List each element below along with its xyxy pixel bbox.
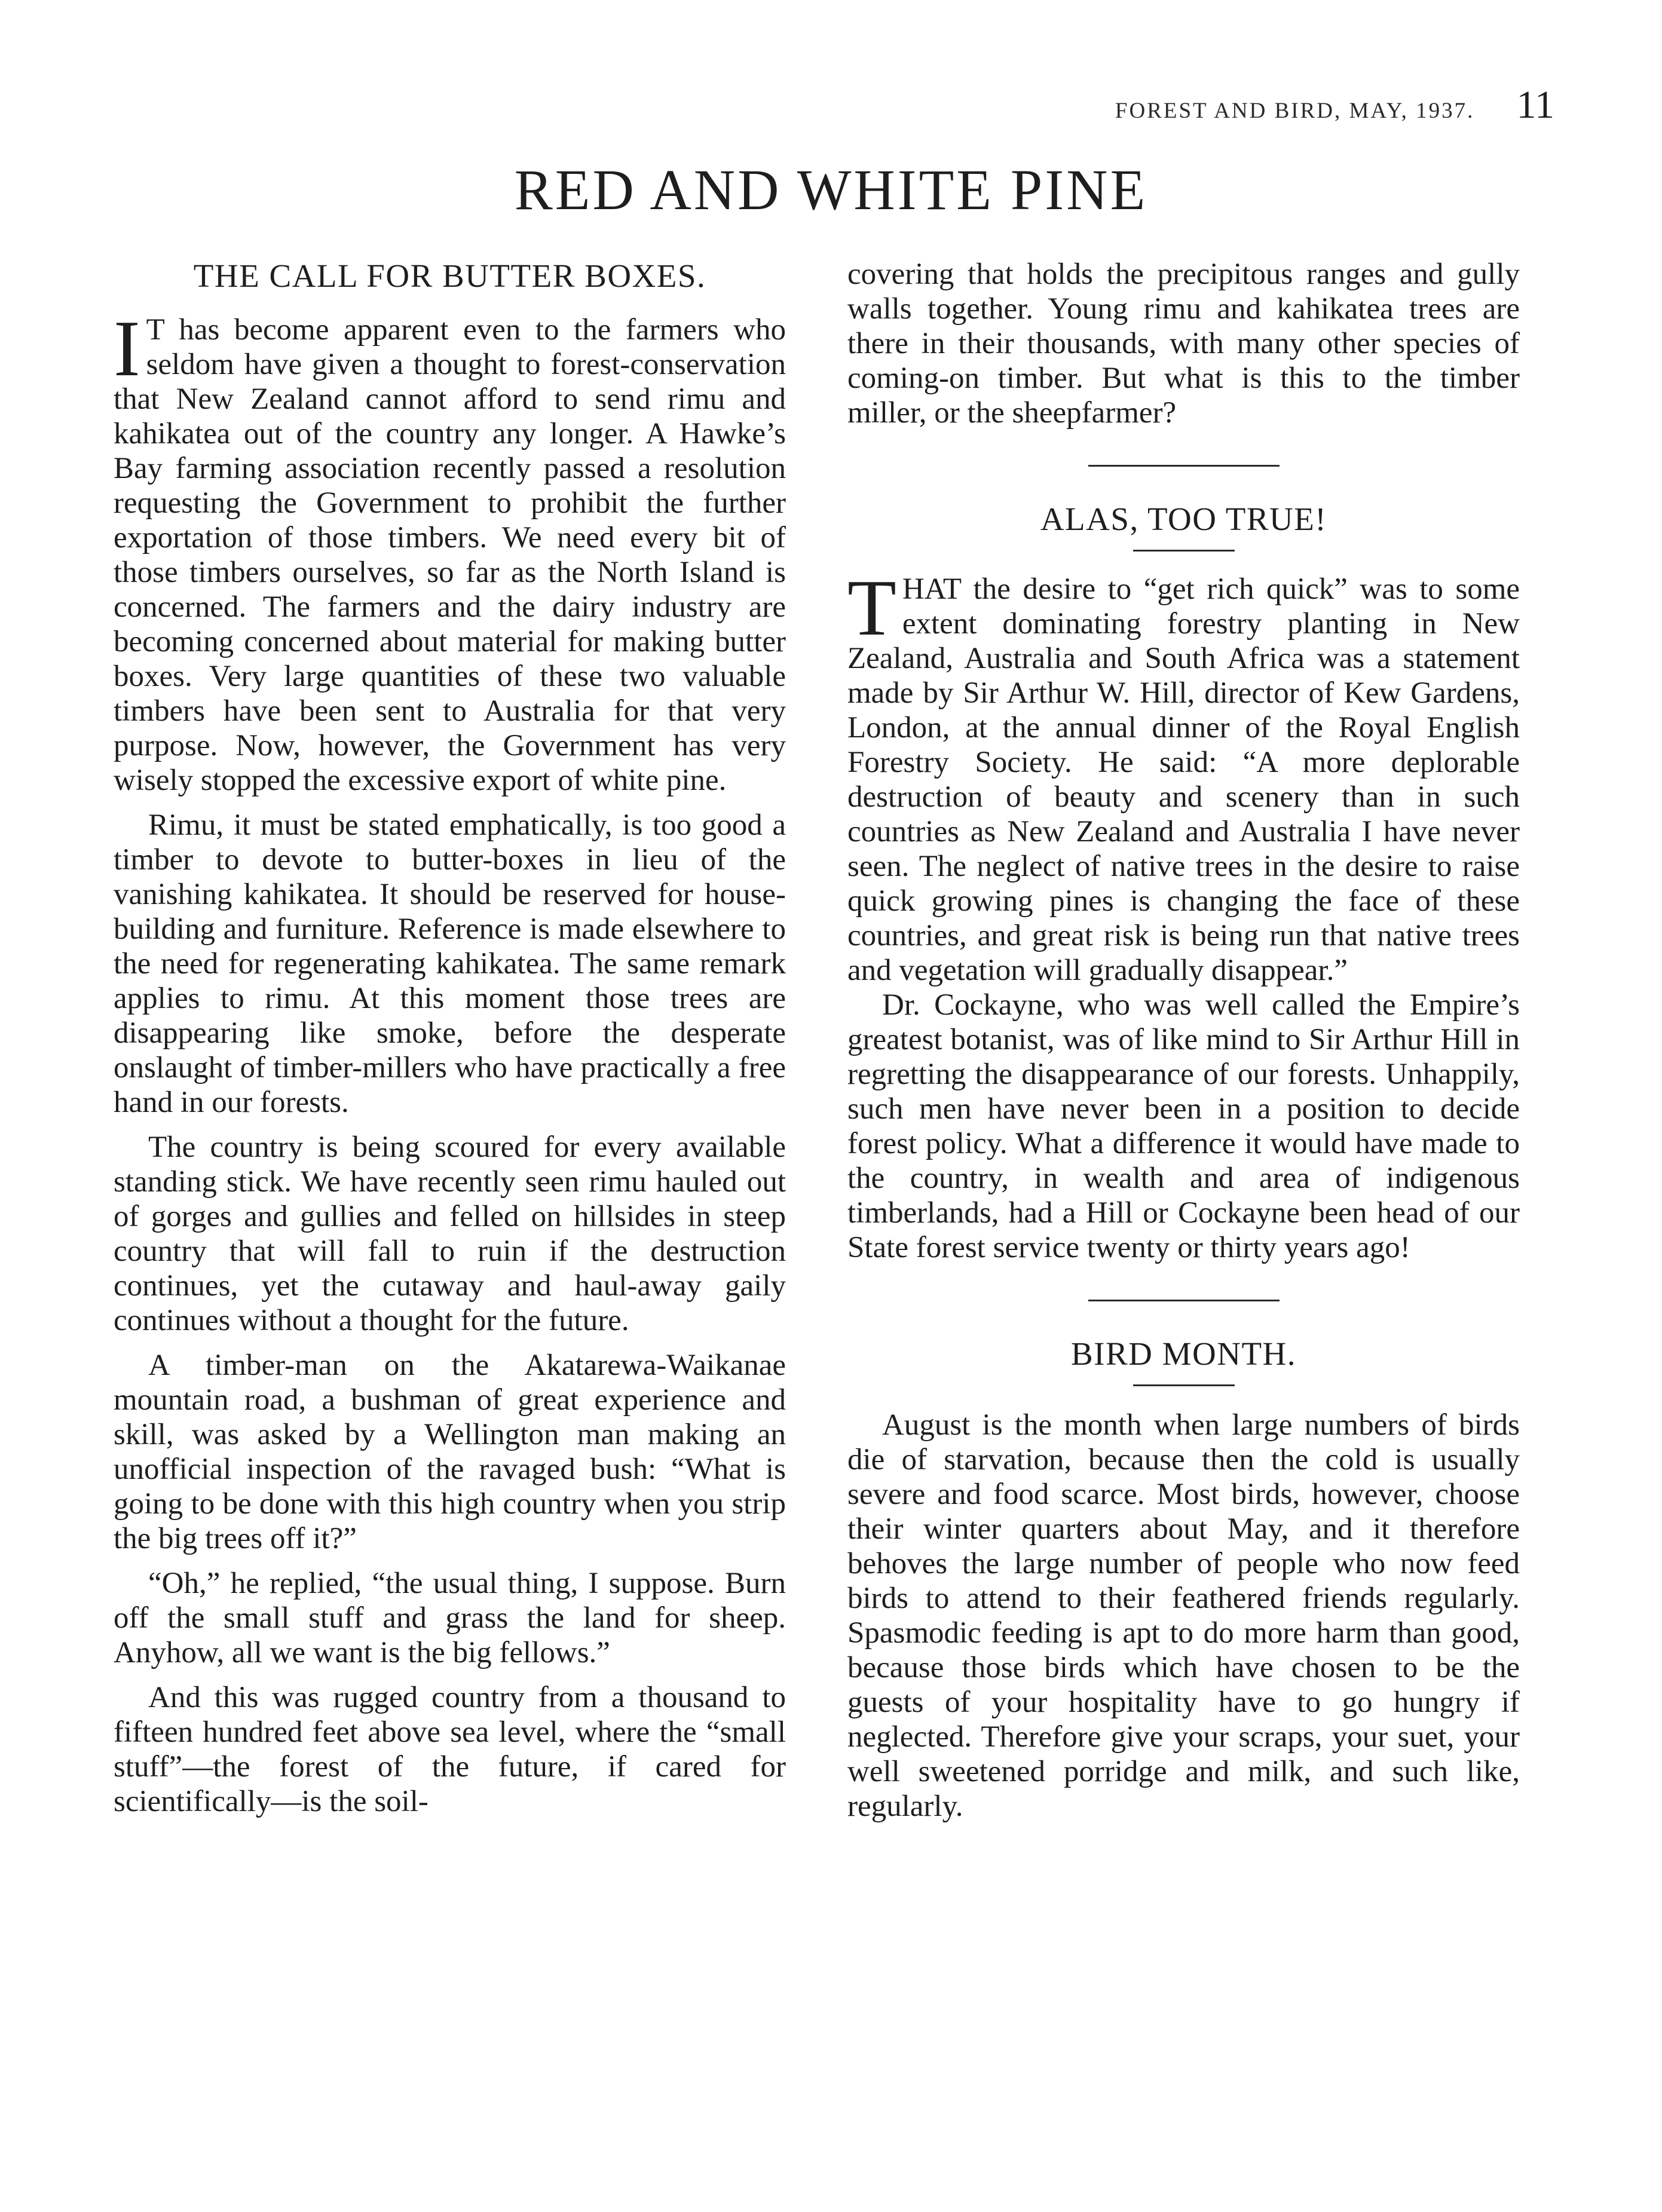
paragraph-5: “Oh,” he replied, “the usual thing, I suppose. Burn off the small stuff and grass the land for sheep. Anyhow, all we want is the big fellows.” bbox=[114, 1567, 786, 1669]
paragraph-3: The country is being scoured for every available standing stick. We have recently seen rimu hauled out of gorges and gullies and felled on hillsides in steep country that will fall to ruin if the destruction continues, yet the cutaway and haul-away gaily continues without a thought for the future. bbox=[114, 1130, 786, 1337]
section-divider-rule bbox=[1088, 1300, 1280, 1301]
paragraph-6: And this was rugged country from a thousand to fifteen hundred feet above sea level, where the “small stuff”—the forest of the future, if cared for scientifically—is the soil- bbox=[114, 1681, 786, 1818]
heading-underline-rule bbox=[1133, 550, 1235, 552]
section-heading-bird-month: BIRD MONTH. bbox=[1070, 1335, 1297, 1372]
heading-underline-rule bbox=[1133, 1384, 1235, 1386]
page-number: 11 bbox=[1516, 83, 1554, 127]
paragraph-2: Rimu, it must be stated emphatically, is too good a timber to devote to butter-boxes in lieu of the vanishing kahikatea. It should be reserved for house-building and furniture. Reference is made elsewhere to the need for regenerating kahikatea. The same remark applies to rimu. At this moment those trees are disappearing like smoke, before the desperate onslaught of timber-millers who have practically a free hand in our forests. bbox=[114, 808, 786, 1119]
article-title: RED AND WHITE PINE bbox=[514, 158, 1148, 222]
paragraph-alas-1 bbox=[847, 563, 1520, 988]
running-title: FOREST AND BIRD, MAY, 1937. bbox=[1115, 99, 1475, 123]
section-heading-butter-boxes: THE CALL FOR BUTTER BOXES. bbox=[193, 258, 706, 294]
drop-cap: T bbox=[847, 563, 896, 652]
left-column bbox=[114, 257, 786, 1819]
paragraph-1 bbox=[114, 304, 786, 798]
continuation-paragraph: covering that holds the precipitous ranges and gully walls together. Young rimu and kahikatea trees are there in their thousands, with many other species of coming-on timber. But what is this to the timber miller, or the sheepfarmer? bbox=[847, 258, 1520, 430]
paragraph-1-text: T has become apparent even to the farmers who seldom have given a thought to forest-conservation that New Zealand cannot afford to send rimu and kahikatea out of the country any longer. A Hawke’s Bay farming association recently passed a resolution requesting the Government to prohibit the further exportation of those timbers. We need every bit of those timbers ourselves, so far as the North Island is concerned. The farmers and the dairy industry are becoming concerned about material for making butter boxes. Very large quantities of these two valuable timbers have been sent to Australia for that very purpose. Now, however, the Government has very wisely stopped the excessive export of white pine. bbox=[114, 313, 786, 797]
right-column bbox=[847, 257, 1520, 1824]
paragraph-alas-1-text: HAT the desire to “get rich quick” was to some extent dominating forestry planting in New Zealand, Australia and South Africa was a statement made by Sir Arthur W. Hill, director of Kew Gardens, London, at the annual dinner of the Royal English Forestry Society. He said: “A more deplorable destruction of beauty and scenery than in such countries as New Zealand and Australia I have never seen. The neglect of native trees in the desire to raise quick growing pines is changing the face of these countries, and great risk is being run that native trees and vegetation will gradually disappear.” bbox=[847, 572, 1520, 987]
drop-cap: I bbox=[114, 304, 140, 393]
paragraph-bird-month: August is the month when large numbers of birds die of starvation, because then the cold is usually severe and food scarce. Most birds, however, choose their winter quarters about May, and it therefore behoves the large number of people who now feed birds to attend to their feathered friends regularly. Spasmodic feeding is apt to do more harm than good, because those birds which have chosen to be the guests of your hospitality have to go hungry if neglected. Therefore give your scraps, your suet, your well sweetened porridge and milk, and such like, regularly. bbox=[847, 1408, 1520, 1823]
section-divider-rule bbox=[1088, 465, 1280, 467]
paragraph-4: A timber-man on the Akatarewa-Waikanae mountain road, a bushman of great experience and skill, was asked by a Wellington man making an unofficial inspection of the ravaged bush: “What is going to be done with this high country when you strip the big trees off it?” bbox=[114, 1349, 786, 1555]
section-heading-alas-too-true: ALAS, TOO TRUE! bbox=[1040, 501, 1327, 537]
paragraph-alas-2: Dr. Cockayne, who was well called the Empire’s greatest botanist, was of like mind to Sir Arthur Hill in regretting the disappearance of our forests. Unhappily, such men have never been in a position to decide forest policy. What a difference it would have made to the country, in wealth and area of indigenous timberlands, had a Hill or Cockayne been head of our State forest service twenty or thirty years ago! bbox=[847, 988, 1520, 1264]
running-header bbox=[1115, 82, 1554, 128]
